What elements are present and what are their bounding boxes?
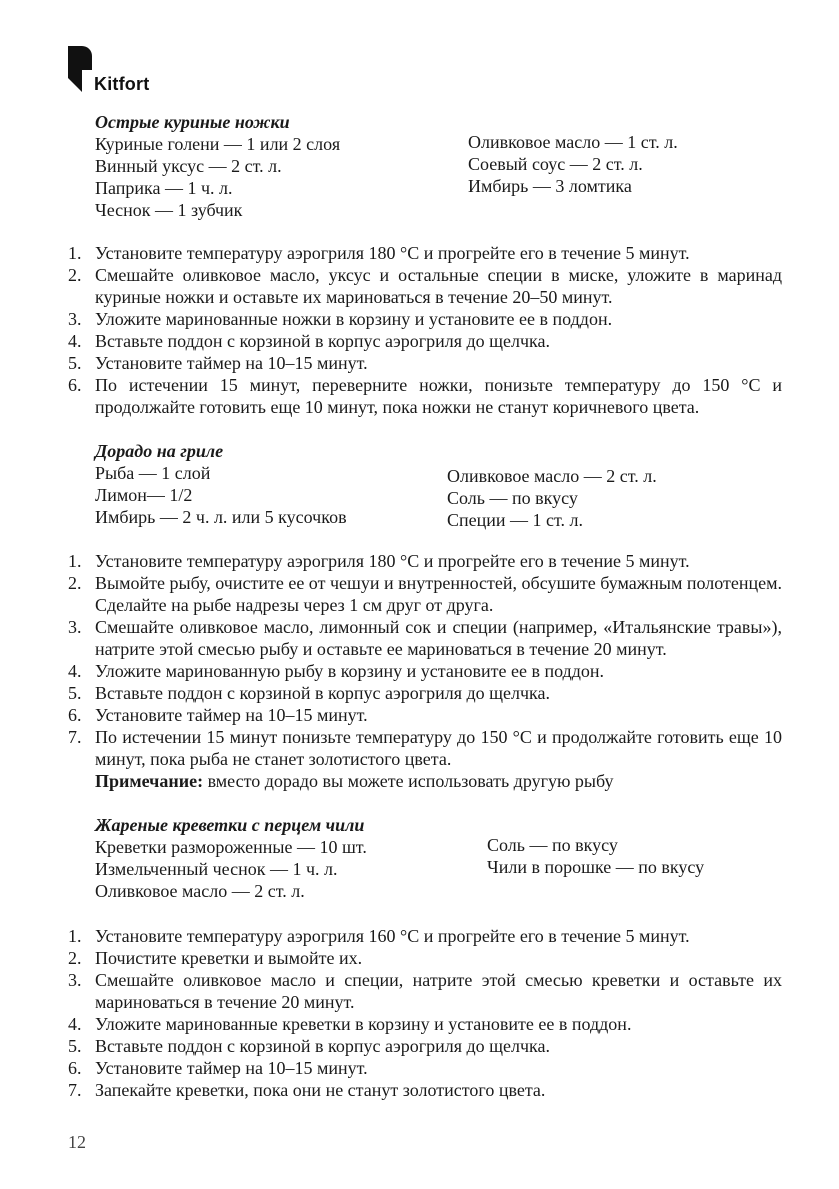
ingredients-right xyxy=(487,834,704,878)
recipe-title: Жареные креветки с перцем чили xyxy=(95,815,365,835)
recipe-steps xyxy=(0,925,839,1101)
ingredient-item: Чеснок — 1 зубчик xyxy=(95,200,243,220)
step-item: 4. Уложите маринованные креветки в корзину и установите ее в поддон. xyxy=(68,1014,632,1034)
note-label: Примечание: xyxy=(95,771,204,791)
ingredients-left xyxy=(95,462,347,528)
recipe-steps xyxy=(0,242,839,418)
step-item: 3. Смешайте оливковое масло и специи, натрите этой смесью креветки и оставьте их мариноваться в течение 20 минут. xyxy=(68,970,782,1012)
ingredient-item: Куриные голени — 1 или 2 слоя xyxy=(95,134,341,154)
step-item: 7. По истечении 15 минут понизьте температуру до 150 °C и продолжайте готовить еще 10 минут, пока рыба не станет золотистого цвета. xyxy=(68,727,782,769)
ingredient-item: Оливковое масло — 2 ст. л. xyxy=(95,881,305,901)
step-item: 2. Смешайте оливковое масло, уксус и остальные специи в миске, уложите в маринад куриные ножки и оставьте их мариноваться в течение 20–50 минут. xyxy=(68,265,782,307)
step-item: 6. Установите таймер на 10–15 минут. xyxy=(68,705,368,725)
ingredients-left xyxy=(95,836,367,902)
step-item: 3. Смешайте оливковое масло, лимонный сок и специи (например, «Итальянские травы»), натрите этой смесью рыбу и оставьте ее мариноваться в течение 20 минут. xyxy=(68,617,782,659)
ingredient-item: Соль — по вкусу xyxy=(447,488,578,508)
note-text: вместо дорадо вы можете использовать другую рыбу xyxy=(203,771,614,791)
step-item: 1. Установите температуру аэрогриля 160 °C и прогрейте его в течение 5 минут. xyxy=(68,926,690,946)
ingredient-item: Паприка — 1 ч. л. xyxy=(95,178,233,198)
ingredient-item: Рыба — 1 слой xyxy=(95,463,211,483)
step-item: 5. Вставьте поддон с корзиной в корпус аэрогриля до щелчка. xyxy=(68,1036,551,1056)
page-number: 12 xyxy=(68,1132,86,1152)
step-item: 4. Вставьте поддон с корзиной в корпус аэрогриля до щелчка. xyxy=(68,331,551,351)
step-item: 6. По истечении 15 минут, переверните ножки, понизьте температуру до 150 °C и продолжайте готовить еще 10 минут, пока ножки не станут коричневого цвета. xyxy=(68,375,782,417)
step-item: 1. Установите температуру аэрогриля 180 °C и прогрейте его в течение 5 минут. xyxy=(68,551,690,571)
ingredient-item: Специи — 1 ст. л. xyxy=(447,510,584,530)
ingredient-item: Имбирь — 3 ломтика xyxy=(468,176,632,196)
ingredient-item: Винный уксус — 2 ст. л. xyxy=(95,156,282,176)
ingredient-item: Измельченный чеснок — 1 ч. л. xyxy=(95,859,338,879)
recipe-steps xyxy=(0,550,839,792)
ingredients-right xyxy=(447,465,657,531)
note xyxy=(0,770,839,792)
ingredients-left xyxy=(95,133,340,221)
ingredient-item: Соль — по вкусу xyxy=(487,835,618,855)
step-item: 3. Уложите маринованные ножки в корзину и установите ее в поддон. xyxy=(68,309,613,329)
ingredients-right xyxy=(468,131,678,197)
brand-logo xyxy=(68,46,168,94)
kitfort-logo-icon xyxy=(68,46,92,94)
ingredient-item: Соевый соус — 2 ст. л. xyxy=(468,154,643,174)
recipe-title: Дорадо на гриле xyxy=(95,441,224,461)
ingredient-item: Имбирь — 2 ч. л. или 5 кусочков xyxy=(95,507,347,527)
step-item: 2. Вымойте рыбу, очистите ее от чешуи и внутренностей, обсушите бумажным полотенцем. Сделайте на рыбе надрезы через 1 см друг от друга. xyxy=(68,573,782,615)
recipe-title: Острые куриные ножки xyxy=(95,112,290,132)
brand-name: Kitfort xyxy=(94,74,150,94)
ingredient-item: Оливковое масло — 1 ст. л. xyxy=(468,132,678,152)
step-item: 1. Установите температуру аэрогриля 180 °C и прогрейте его в течение 5 минут. xyxy=(68,243,690,263)
ingredient-item: Лимон— 1/2 xyxy=(95,485,193,505)
step-item: 2. Почистите креветки и вымойте их. xyxy=(68,948,363,968)
step-item: 6. Установите таймер на 10–15 минут. xyxy=(68,1058,368,1078)
step-item: 7. Запекайте креветки, пока они не станут золотистого цвета. xyxy=(68,1080,546,1100)
ingredient-item: Креветки размороженные — 10 шт. xyxy=(95,837,367,857)
ingredient-item: Чили в порошке — по вкусу xyxy=(487,857,705,877)
step-item: 4. Уложите маринованную рыбу в корзину и установите ее в поддон. xyxy=(68,661,605,681)
step-item: 5. Установите таймер на 10–15 минут. xyxy=(68,353,368,373)
step-item: 5. Вставьте поддон с корзиной в корпус аэрогриля до щелчка. xyxy=(68,683,551,703)
ingredient-item: Оливковое масло — 2 ст. л. xyxy=(447,466,657,486)
